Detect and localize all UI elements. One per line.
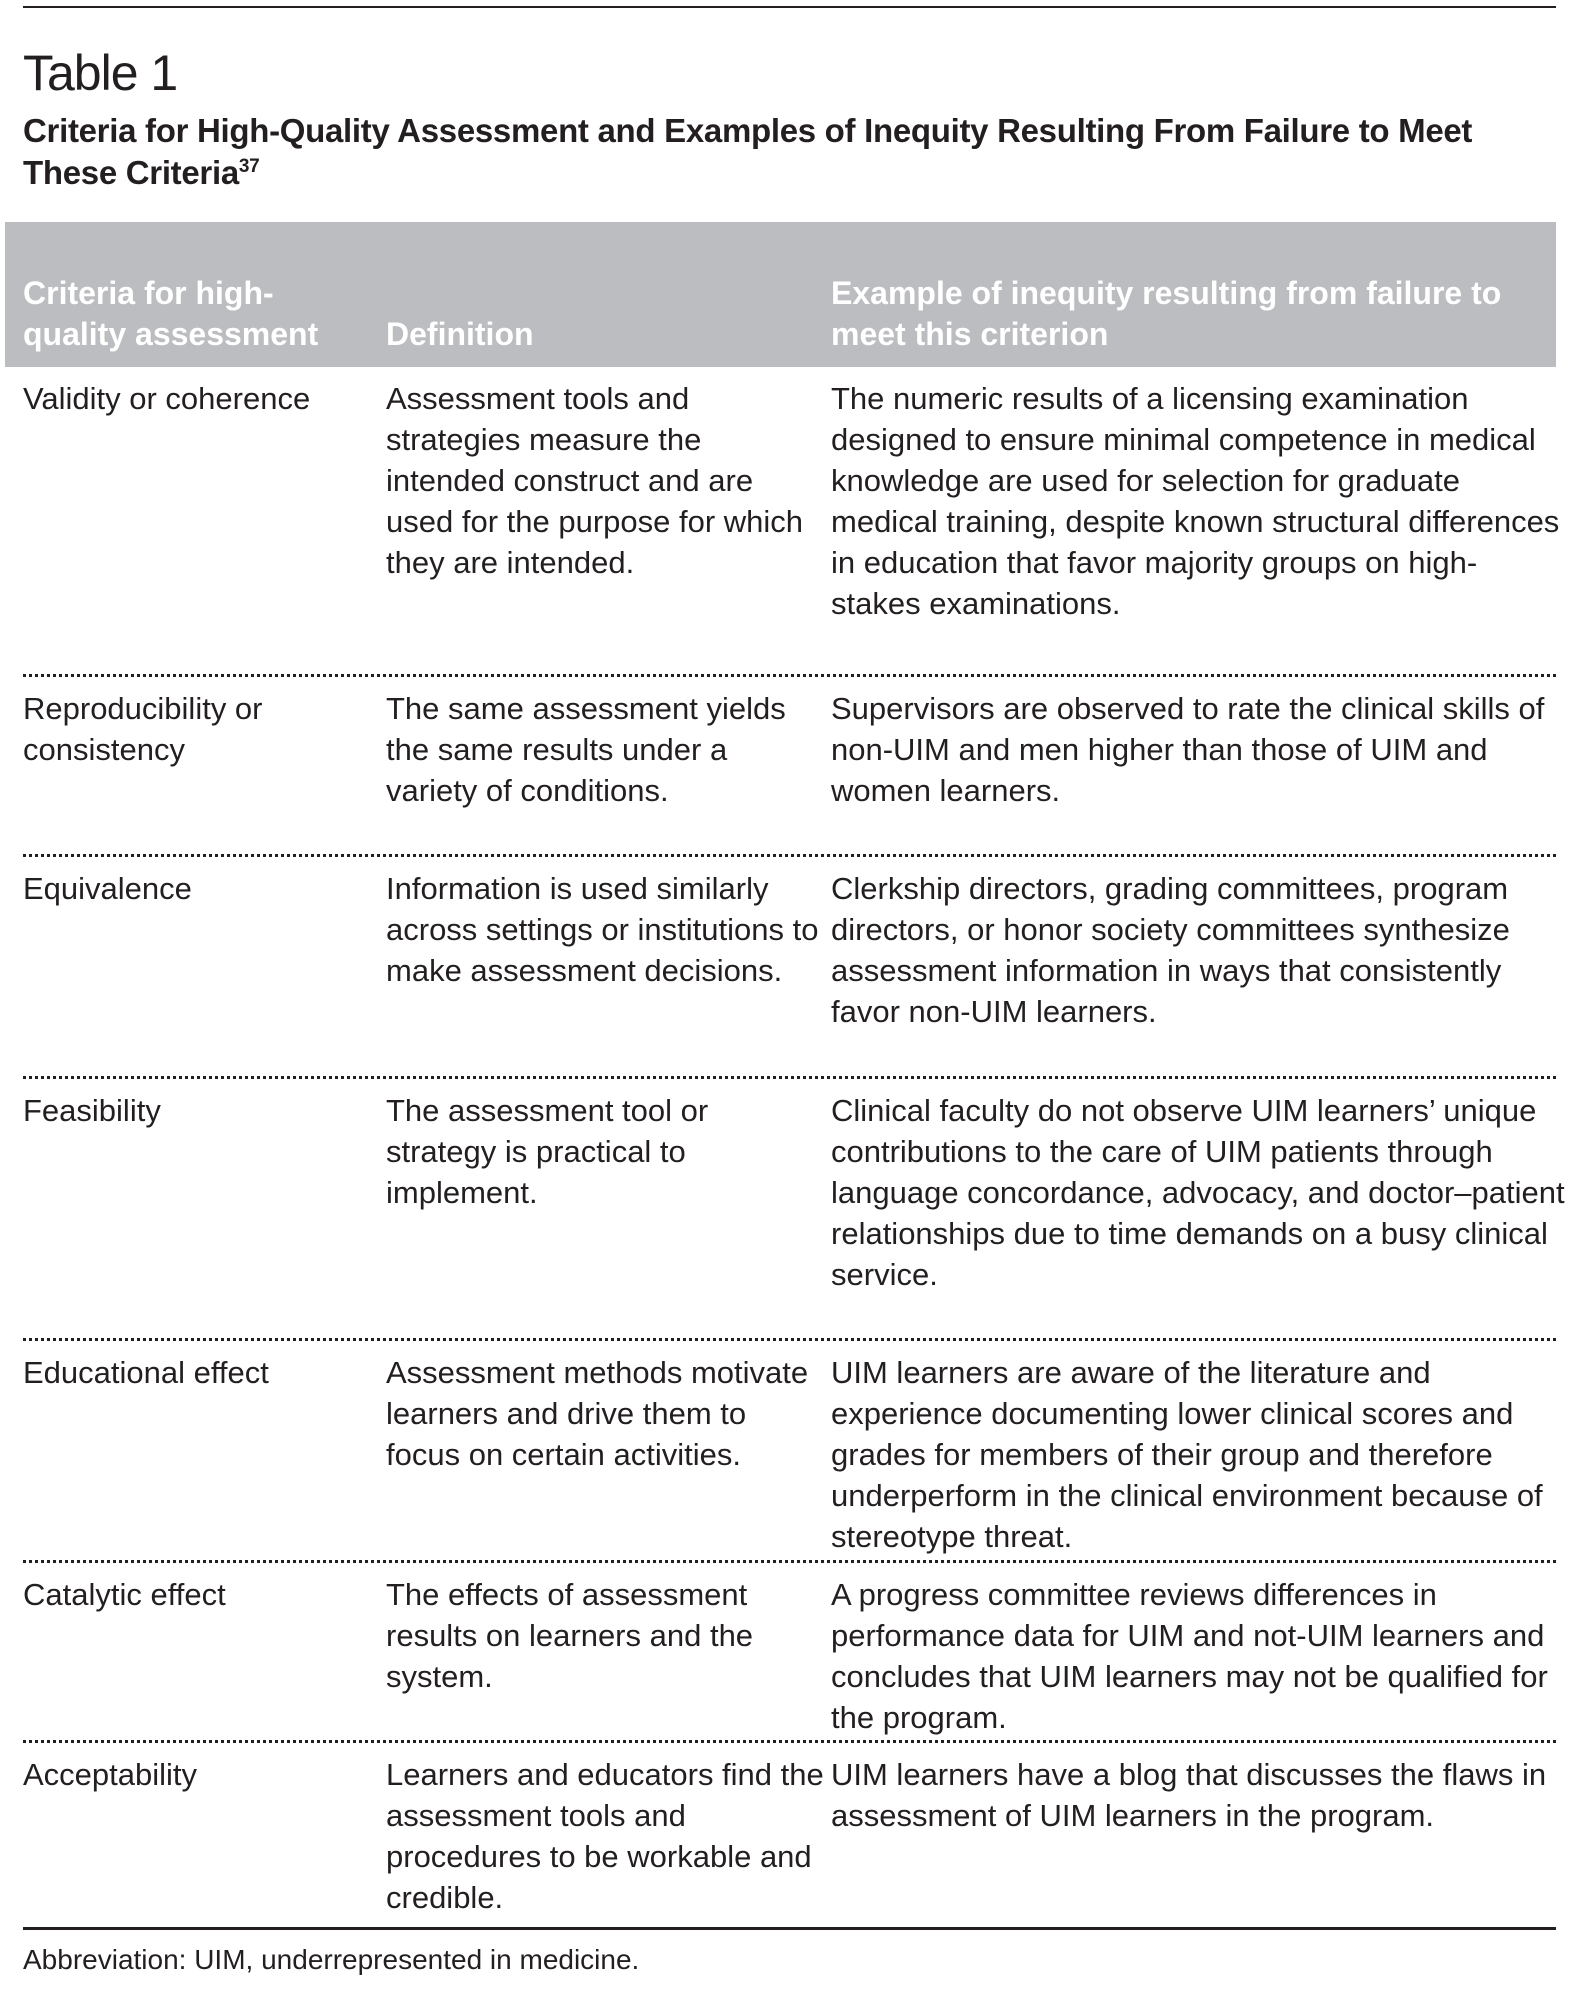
definition-cell: Assessment methods motivate learners and drive them to focus on certain activities. <box>386 1355 809 1472</box>
example-cell: UIM learners are aware of the literature and experience documenting lower clinical scores and grades for members of their group and therefore underperform in the clinical environment because of stereotype threat. <box>831 1355 1543 1554</box>
definition-cell: Information is used similarly across settings or institutions to make assessment decisions. <box>386 871 819 988</box>
table-label: Table 1 <box>23 45 178 101</box>
row-divider <box>23 1560 1556 1563</box>
example-cell: The numeric results of a licensing examination designed to ensure minimal competence in medical knowledge are used for selection for graduate medical training, despite known structural differences in education that favor majority groups on high-stakes examinations. <box>831 381 1560 621</box>
criterion-cell: Reproducibility or consistency <box>23 691 263 767</box>
criterion-cell: Validity or coherence <box>23 381 311 416</box>
example-cell: Clinical faculty do not observe UIM learners’ unique contributions to the care of UIM patients through language concordance, advocacy, and doctor–patient relationships due to time demands on a busy clinical service. <box>831 1093 1565 1292</box>
criterion-cell: Catalytic effect <box>23 1577 226 1612</box>
criterion-cell: Feasibility <box>23 1093 161 1128</box>
definition-cell: The assessment tool or strategy is practical to implement. <box>386 1093 709 1210</box>
row-divider <box>23 1740 1556 1743</box>
bottom-rule <box>23 1927 1556 1930</box>
definition-cell: Learners and educators find the assessment tools and procedures to be workable and credible. <box>386 1757 824 1915</box>
row-divider <box>23 1338 1556 1341</box>
title-reference: 37 <box>238 156 260 177</box>
example-cell: Clerkship directors, grading committees, program directors, or honor society committees synthesize assessment information in ways that consistently favor non-UIM learners. <box>831 871 1510 1029</box>
criterion-cell: Educational effect <box>23 1355 269 1390</box>
criterion-cell: Acceptability <box>23 1757 198 1792</box>
table-title-text: Criteria for High-Quality Assessment and Examples of Inequity Resulting From Failure to Meet These Criteria <box>23 112 1473 191</box>
header-example: Example of inequity resulting from failure to meet this criterion <box>831 275 1502 352</box>
row-divider <box>23 854 1556 857</box>
criterion-cell: Equivalence <box>23 871 192 906</box>
example-cell: A progress committee reviews differences in performance data for UIM and not-UIM learners and concludes that UIM learners may not be qualified for the program. <box>831 1577 1548 1735</box>
example-cell: UIM learners have a blog that discusses the flaws in assessment of UIM learners in the program. <box>831 1757 1547 1833</box>
top-rule <box>23 6 1556 8</box>
table-title <box>23 110 1523 194</box>
table-header <box>5 222 1556 367</box>
definition-cell: The same assessment yields the same results under a variety of conditions. <box>386 691 786 808</box>
row-divider <box>23 674 1556 677</box>
header-definition: Definition <box>386 316 534 352</box>
definition-cell: Assessment tools and strategies measure the intended construct and are used for the purpose for which they are intended. <box>386 381 804 580</box>
definition-cell: The effects of assessment results on learners and the system. <box>386 1577 754 1694</box>
footnote: Abbreviation: UIM, underrepresented in medicine. <box>23 1944 640 1975</box>
header-criteria: Criteria for high-quality assessment <box>23 275 319 352</box>
row-divider <box>23 1076 1556 1079</box>
example-cell: Supervisors are observed to rate the clinical skills of non-UIM and men higher than those of UIM and women learners. <box>831 691 1545 808</box>
